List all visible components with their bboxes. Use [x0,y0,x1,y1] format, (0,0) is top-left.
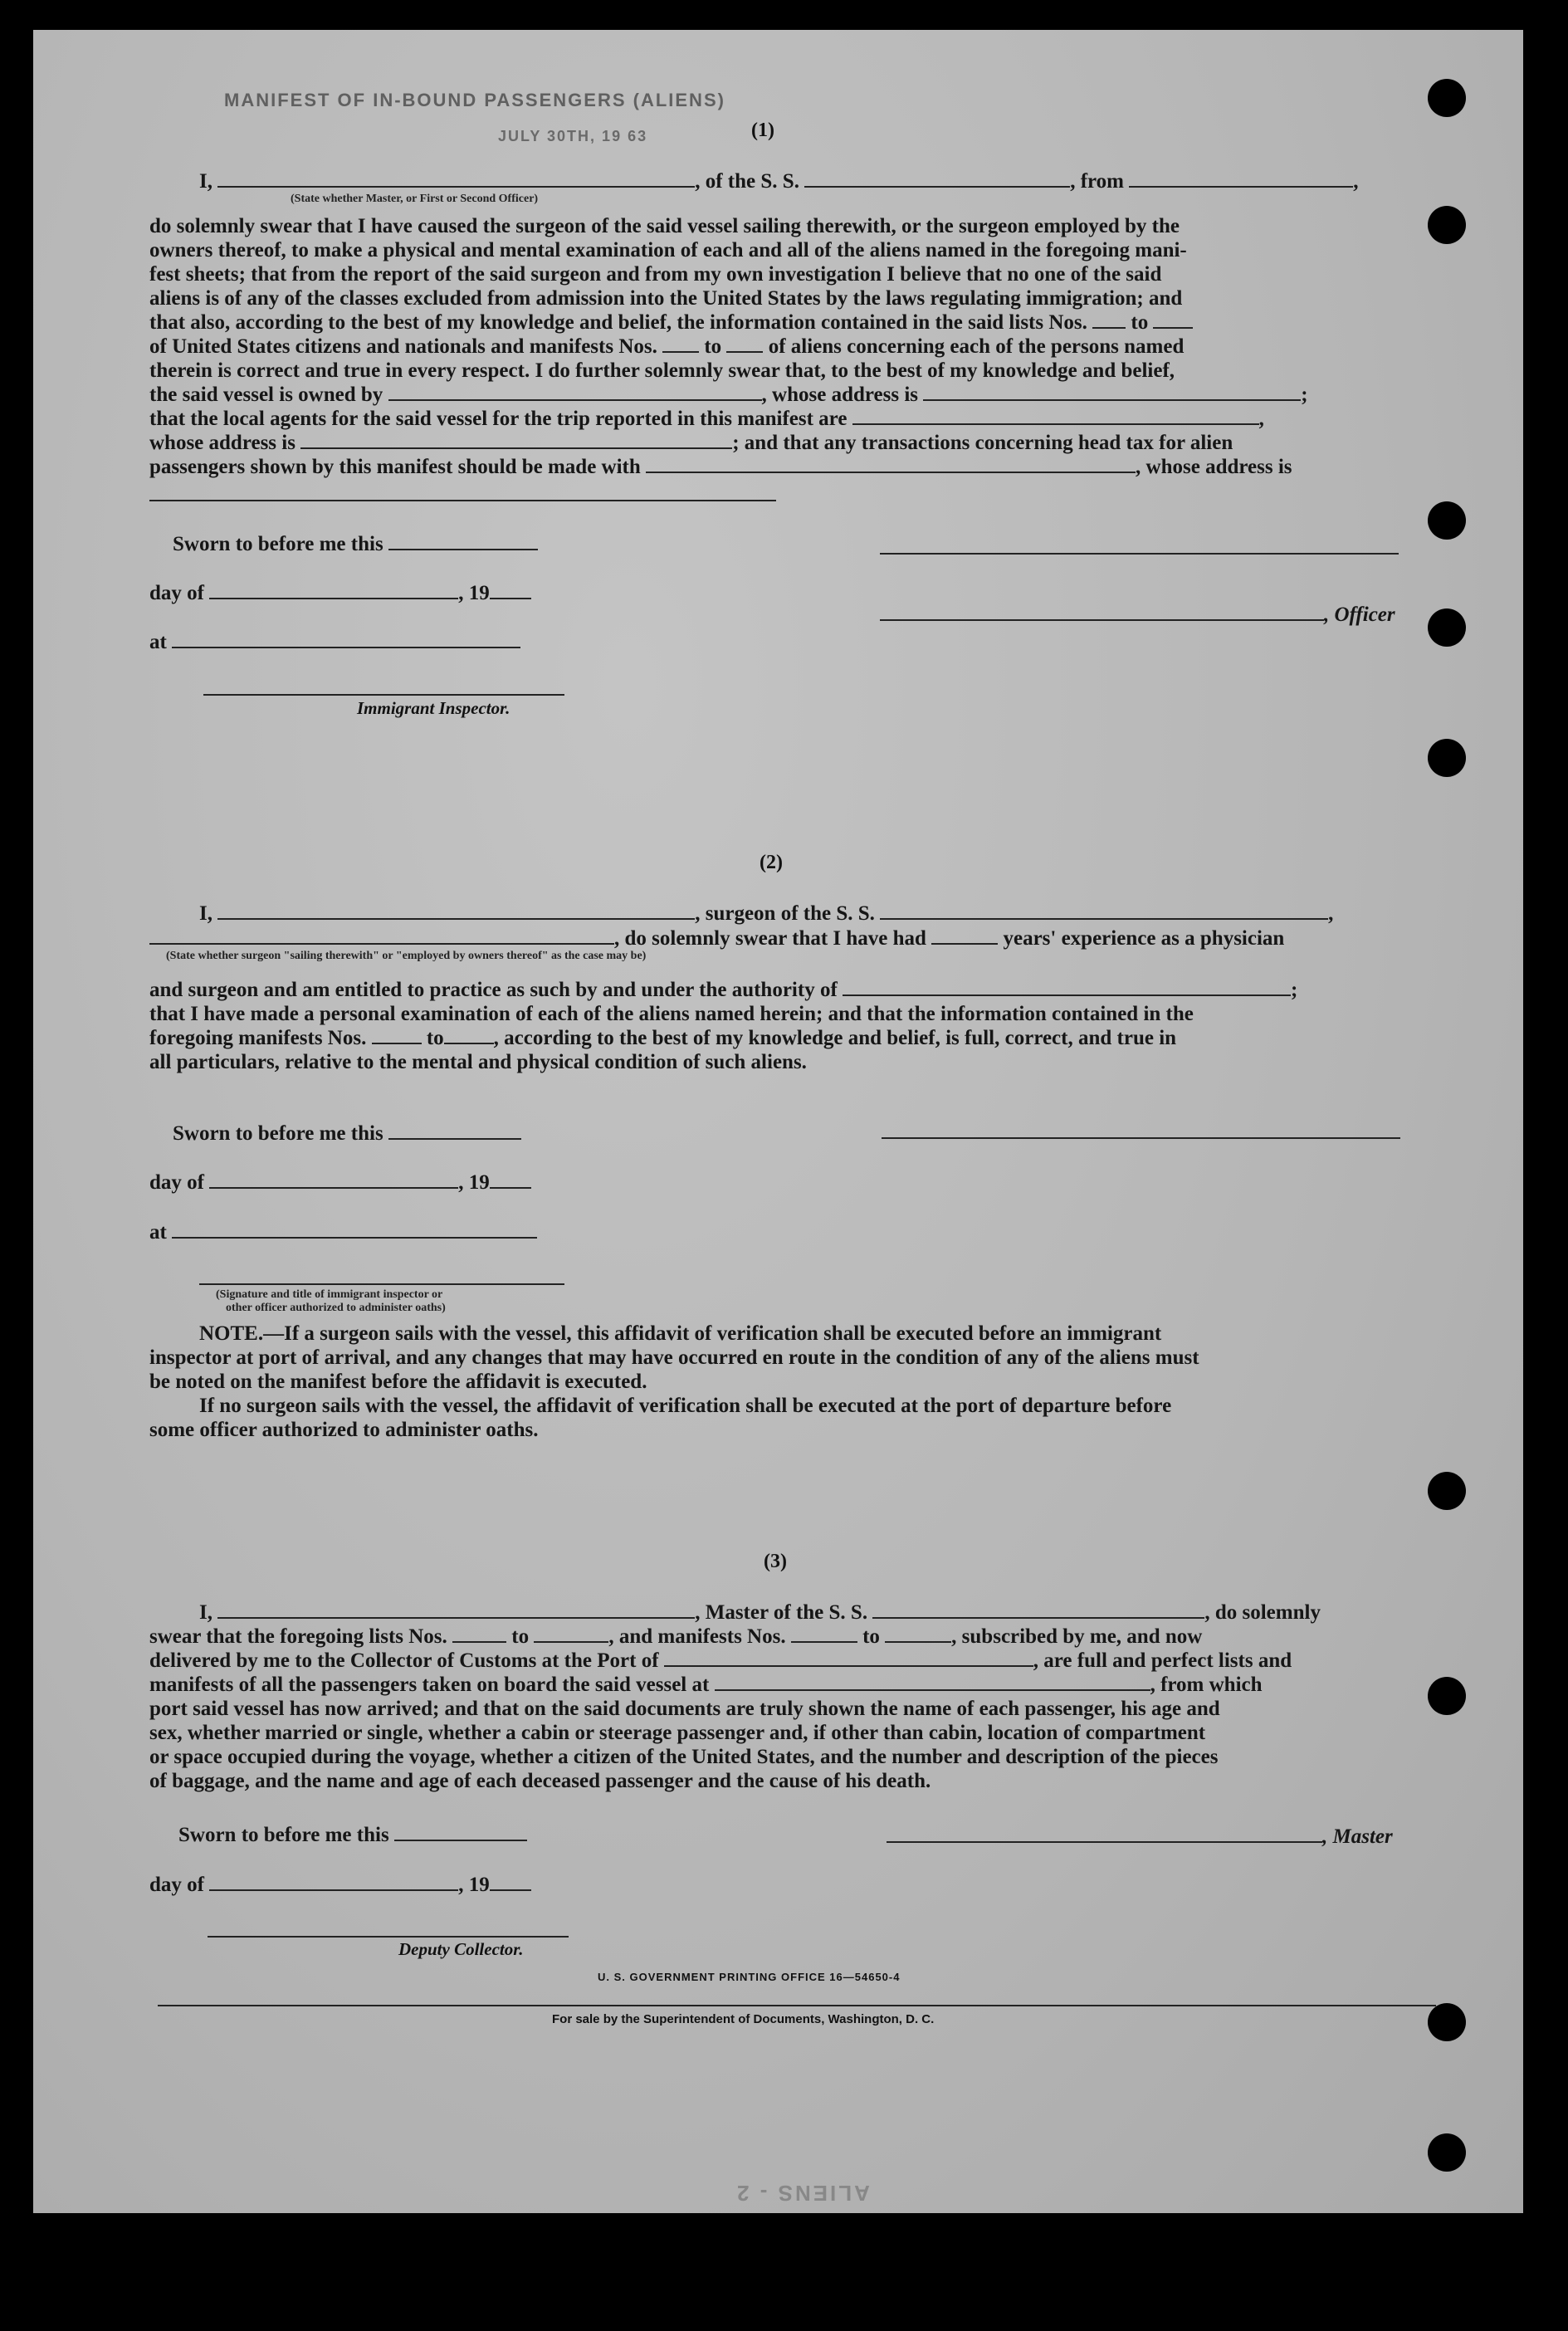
s1-line-4: fest sheets; that from the report of the said surgeon and from my own investigation I believe that no one of the said [149,263,1162,286]
s2-sig-caption-1: (Signature and title of immigrant inspector or [216,1288,443,1301]
s1-owner-address-field[interactable] [923,384,1301,401]
s2-note-5: some officer authorized to administer oaths. [149,1419,539,1441]
s3-master-sig-field[interactable] [887,1826,1322,1843]
s2-line-5: foregoing manifests Nos. to , according to the best of my knowledge and belief, is full, correct, and true in [149,1027,1177,1049]
s1-line-11: whose address is ; and that any transactions concerning head tax for alien [149,432,1233,454]
s1-manifests-to-field[interactable] [726,336,763,353]
punch-hole [1428,739,1466,777]
s1-inspector-line[interactable] [203,694,564,696]
s1-line-6: that also, according to the best of my knowledge and belief, the information contained in the said lists Nos. to [149,310,1193,335]
s3-master-name-field[interactable] [217,1602,695,1619]
s2-sig-caption-2: other officer authorized to administer oaths) [226,1302,446,1314]
s3-sworn-field[interactable] [394,1825,527,1841]
manifest-sheet [33,30,1523,2213]
punch-hole [1428,206,1466,244]
s3-line-7: or space occupied during the voyage, whether a citizen of the United States, and the number and description of the pieces [149,1746,1219,1768]
s1-address-line[interactable] [149,500,776,501]
s2-note-3: be noted on the manifest before the affidavit is executed. [149,1371,647,1393]
s1-line-3: owners thereof, to make a physical and mental examination of each and all of the aliens named in the foregoing mani- [149,239,1187,261]
s3-day-field[interactable] [209,1874,458,1891]
s2-sworn: Sworn to before me this [173,1122,521,1146]
s3-port-field[interactable] [664,1650,1033,1667]
s3-sworn: Sworn to before me this [178,1823,527,1847]
s1-manifests-from-field[interactable] [662,336,699,353]
s2-line-2: , do solemnly swear that I have had years' experience as a physician [149,926,1284,950]
bottom-stamp: ALIENS - 2 [735,2181,870,2206]
s1-line-8: therein is correct and true in every respect. I do further solemnly swear that, to the best of my knowledge and belief, [149,359,1175,382]
s2-note-1: NOTE.—If a surgeon sails with the vessel, this affidavit of verification shall be executed before an immigrant [199,1322,1162,1345]
s3-line-1: I, , Master of the S. S. , do solemnly [199,1601,1321,1624]
section-3-number: (3) [764,1551,787,1572]
header-stamp: MANIFEST OF IN-BOUND PASSENGERS (ALIENS) [224,90,725,110]
s2-inspector-line[interactable] [199,1283,564,1285]
s1-line-2: do solemnly swear that I have caused the surgeon of the said vessel sailing therewith, or the surgeon employed by the [149,215,1180,237]
s3-line-3: delivered by me to the Collector of Customs at the Port of , are full and perfect lists and [149,1649,1292,1672]
s2-years-field[interactable] [931,928,998,945]
s2-day: day of , 19 [149,1170,531,1195]
s3-collector-line[interactable] [208,1936,569,1938]
s1-at: at [149,630,520,654]
s3-manifests-to-field[interactable] [885,1626,951,1643]
s3-line-6: sex, whether married or single, whether a cabin or steerage passenger and, if other than cabin, location of compartment [149,1722,1206,1744]
s1-from-field[interactable] [1129,171,1353,188]
s3-vessel-field[interactable] [872,1602,1204,1619]
s1-sworn: Sworn to before me this [173,532,538,556]
s1-line-1: I, , of the S. S. , from , [199,170,1359,193]
s3-manifests-from-field[interactable] [791,1626,857,1643]
s1-headtax-field[interactable] [646,457,1136,473]
s3-collector-label: Deputy Collector. [398,1939,524,1959]
s1-line-7: of United States citizens and nationals and manifests Nos. to of aliens concerning each of the persons named [149,335,1185,358]
s3-lists-from-field[interactable] [452,1626,506,1643]
s3-line-8: of baggage, and the name and age of each deceased passenger and the cause of his death. [149,1770,931,1792]
s2-note-2: inspector at port of arrival, and any changes that may have occurred en route in the condition of any of the aliens must [149,1346,1199,1369]
s2-year-field[interactable] [490,1172,531,1189]
footer-rule [158,2005,1436,2006]
s1-officer-field[interactable] [217,171,695,188]
punch-hole [1428,1472,1466,1510]
punch-hole [1428,79,1466,117]
s2-manifest-from-field[interactable] [372,1028,422,1044]
punch-hole [1428,608,1466,647]
s2-authority-field[interactable] [843,980,1291,996]
s1-line-10: that the local agents for the said vessel for the trip reported in this manifest are , [149,408,1264,430]
s1-officer-sig: , Officer [880,603,1395,627]
s1-at-field[interactable] [172,632,520,648]
sale-note: For sale by the Superintendent of Documents, Washington, D. C. [552,2012,935,2026]
s2-vessel-field[interactable] [880,903,1328,920]
punch-hole [1428,2133,1466,2172]
s2-line-3: and surgeon and am entitled to practice as such by and under the authority of ; [149,979,1298,1001]
s2-at-field[interactable] [172,1222,537,1239]
s1-line-5: aliens is of any of the classes excluded from admission into the United States by the laws regulating immigration; and [149,287,1183,310]
s3-line-4: manifests of all the passengers taken on board the said vessel at , from which [149,1674,1263,1696]
s2-status-field[interactable] [149,928,614,945]
s1-line-12: passengers shown by this manifest should be made with , whose address is [149,456,1292,478]
header-date-stamp: JULY 30TH, 19 63 [498,128,648,144]
s1-officer-caption: (State whether Master, or First or Second Officer) [291,193,539,205]
s3-line-2: swear that the foregoing lists Nos. to , and manifests Nos. to , subscribed by me, and now [149,1625,1203,1648]
s3-embark-port-field[interactable] [715,1674,1150,1691]
s1-vessel-field[interactable] [804,171,1070,188]
s2-sworn-field[interactable] [388,1123,521,1140]
s2-status-caption: (State whether surgeon "sailing therewith" or "employed by owners thereof" as the case may be) [166,950,647,962]
s1-day-field[interactable] [209,583,458,599]
punch-hole [1428,2003,1466,2041]
s2-line-6: all particulars, relative to the mental and physical condition of such aliens. [149,1051,807,1073]
s1-lists-from-field[interactable] [1092,312,1126,329]
section-1-number: (1) [751,120,774,141]
s2-line-4: that I have made a personal examination of each of the aliens named herein; and that the information contained in the [149,1003,1194,1025]
s1-line-9: the said vessel is owned by , whose address is ; [149,384,1308,406]
s1-agents-address-field[interactable] [300,432,732,449]
s1-owner-field[interactable] [388,384,762,401]
s2-note-4: If no surgeon sails with the vessel, the affidavit of verification shall be executed at the port of departure before [199,1395,1172,1417]
punch-hole [1428,1677,1466,1715]
s3-year-field[interactable] [490,1874,531,1891]
s3-day: day of , 19 [149,1873,531,1897]
s1-inspector-label: Immigrant Inspector. [357,698,510,718]
s1-officer-sig-top[interactable] [880,553,1399,555]
s3-master-sig: , Master [887,1825,1393,1849]
printing-office-note: U. S. GOVERNMENT PRINTING OFFICE 16—54650-4 [598,1971,901,1983]
section-2-number: (2) [760,852,783,873]
s2-surgeon-sig[interactable] [882,1137,1400,1139]
s2-surgeon-name-field[interactable] [217,903,695,920]
s2-line-1: I, , surgeon of the S. S. , [199,902,1334,925]
punch-hole [1428,501,1466,540]
s1-officer-sig-field[interactable] [880,604,1324,621]
s3-line-5: port said vessel has now arrived; and that on the said documents are truly shown the name of each passenger, his age and [149,1698,1220,1720]
s2-day-field[interactable] [209,1172,458,1189]
s1-year-field[interactable] [490,583,531,599]
s1-day: day of , 19 [149,581,531,605]
s2-at: at [149,1220,537,1244]
s1-agents-field[interactable] [852,408,1259,425]
s2-manifest-to-field[interactable] [444,1028,494,1044]
s1-sworn-field[interactable] [388,534,538,550]
s1-lists-to-field[interactable] [1153,312,1193,329]
s3-lists-to-field[interactable] [534,1626,608,1643]
